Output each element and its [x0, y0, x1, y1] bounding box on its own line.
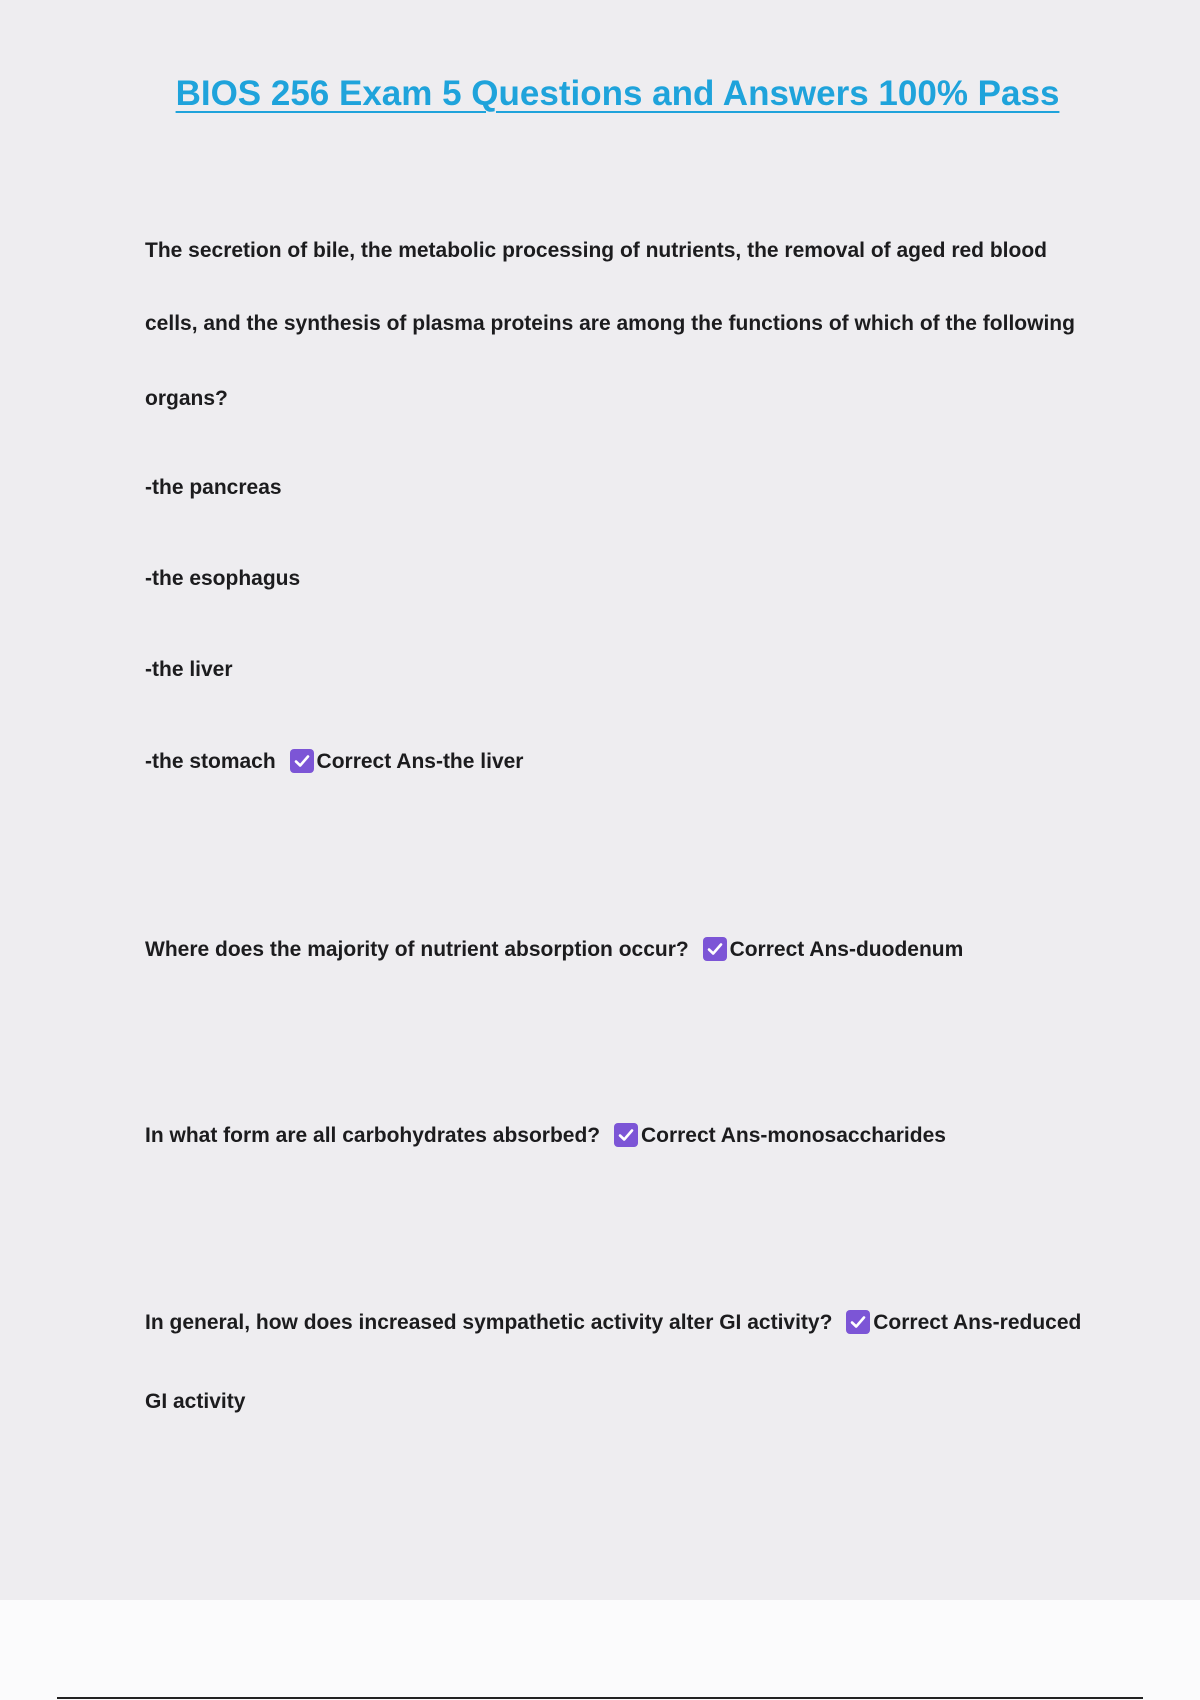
q3-question: In what form are all carbohydrates absorbed?	[145, 1124, 601, 1147]
q1-answer: Correct Ans-the liver	[316, 750, 524, 773]
q2-row	[145, 937, 963, 963]
q4-row	[145, 1310, 1081, 1336]
q1-text-line-3: organs?	[145, 387, 228, 410]
q1-option-liver: -the liver	[145, 658, 233, 681]
q2-answer: Correct Ans-duodenum	[729, 938, 964, 961]
q2-question: Where does the majority of nutrient absorption occur?	[145, 938, 689, 961]
checkbox-check-icon	[703, 937, 727, 961]
checkbox-check-icon	[614, 1123, 638, 1147]
q4-answer: Correct Ans-reduced	[873, 1311, 1082, 1334]
q3-answer: Correct Ans-monosaccharides	[640, 1124, 946, 1147]
checkbox-check-icon	[290, 749, 314, 773]
q3-row	[145, 1123, 946, 1149]
q1-option-stomach-row	[145, 749, 523, 775]
q1-option-stomach: -the stomach	[145, 750, 276, 773]
q1-option-esophagus: -the esophagus	[145, 567, 301, 590]
footer-divider	[57, 1697, 1143, 1699]
q1-text-line-2: cells, and the synthesis of plasma proteins are among the functions of which of the following	[145, 312, 1075, 335]
q1-text-line-1: The secretion of bile, the metabolic processing of nutrients, the removal of aged red blood	[145, 239, 1047, 262]
checkbox-check-icon	[846, 1310, 870, 1334]
document-title: BIOS 256 Exam 5 Questions and Answers 100% Pass	[175, 74, 1060, 113]
q1-option-pancreas: -the pancreas	[145, 476, 282, 499]
q4-answer-continued: GI activity	[145, 1390, 246, 1413]
q4-question: In general, how does increased sympathetic activity alter GI activity?	[145, 1311, 833, 1334]
